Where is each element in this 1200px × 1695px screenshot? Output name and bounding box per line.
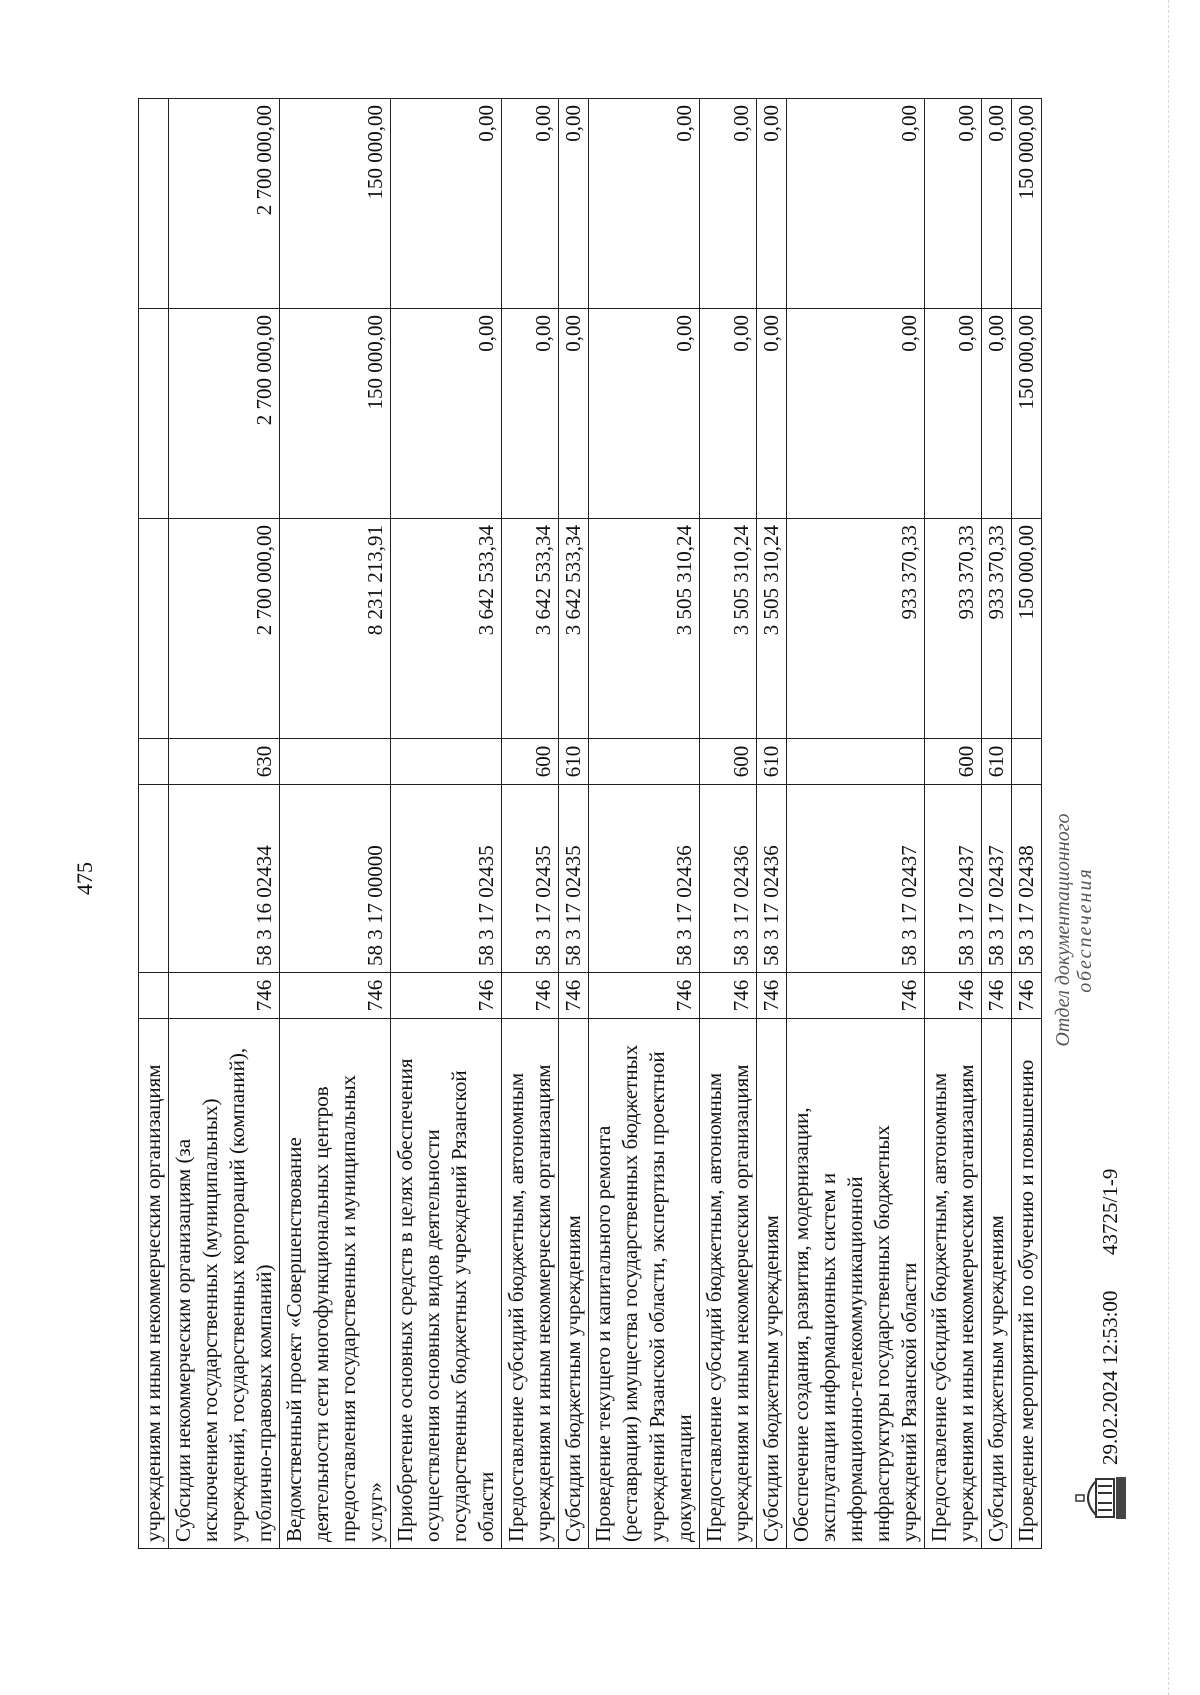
table-row xyxy=(787,99,925,1549)
row-sum-year3: 0,00 xyxy=(787,99,925,309)
row-sum-year2: 0,00 xyxy=(757,309,787,519)
budget-table xyxy=(138,98,1042,1549)
table-row xyxy=(925,99,982,1549)
row-sum-year2: 150 000,00 xyxy=(1012,309,1042,519)
row-sum-year1 xyxy=(139,519,169,739)
row-target-article: 58 3 17 00000 xyxy=(280,785,391,973)
row-sum-year1: 3 642 533,34 xyxy=(391,519,502,739)
row-department-code: 746 xyxy=(1012,973,1042,1019)
row-sum-year3: 0,00 xyxy=(502,99,559,309)
row-description: учреждениям и иным некоммерческим организациям xyxy=(139,1019,169,1549)
row-sum-year1: 3 642 533,34 xyxy=(502,519,559,739)
row-department-code: 746 xyxy=(391,973,502,1019)
table-row xyxy=(1012,99,1042,1549)
budget-table-body xyxy=(139,99,1042,1549)
row-description: Предоставление субсидий бюджетным, автономным учреждениям и иным некоммерческим организациям xyxy=(700,1019,757,1549)
row-sum-year1: 933 370,33 xyxy=(787,519,925,739)
row-sum-year3: 150 000,00 xyxy=(280,99,391,309)
row-department-code: 746 xyxy=(982,973,1012,1019)
row-sum-year1: 3 505 310,24 xyxy=(589,519,700,739)
row-department-code: 746 xyxy=(757,973,787,1019)
row-description: Предоставление субсидий бюджетным, автономным учреждениям и иным некоммерческим организациям xyxy=(502,1019,559,1549)
row-description: Субсидии бюджетным учреждениям xyxy=(982,1019,1012,1549)
row-target-article: 58 3 17 02435 xyxy=(502,785,559,973)
row-target-article: 58 3 17 02437 xyxy=(925,785,982,973)
row-target-article: 58 3 17 02437 xyxy=(787,785,925,973)
row-sum-year3: 150 000,00 xyxy=(1012,99,1042,309)
footer-code: 43725/1-9 xyxy=(1098,1168,1122,1255)
stamp-line-1: Отдел документационного xyxy=(1052,813,1074,1047)
row-sum-year3 xyxy=(139,99,169,309)
row-expense-type: 610 xyxy=(757,739,787,785)
footer-date: 29.02.2024 12:53:00 xyxy=(1098,1290,1122,1465)
row-sum-year2: 0,00 xyxy=(700,309,757,519)
row-sum-year1: 2 700 000,00 xyxy=(169,519,280,739)
row-expense-type xyxy=(1012,739,1042,785)
row-description: Проведение текущего и капитального ремонта (реставрации) имущества государственных бюджетных учреждений Рязанской области, экспертизы проектной документации xyxy=(589,1019,700,1549)
row-expense-type: 600 xyxy=(502,739,559,785)
row-expense-type xyxy=(589,739,700,785)
row-sum-year3: 0,00 xyxy=(982,99,1012,309)
row-sum-year2: 0,00 xyxy=(925,309,982,519)
row-target-article: 58 3 17 02438 xyxy=(1012,785,1042,973)
table-row xyxy=(169,99,280,1549)
row-description: Ведомственный проект «Совершенствование деятельности сети многофункциональных центров предоставления государственных и муниципальных услуг» xyxy=(280,1019,391,1549)
row-department-code: 746 xyxy=(502,973,559,1019)
row-department-code: 746 xyxy=(589,973,700,1019)
table-row xyxy=(559,99,589,1549)
row-sum-year3: 0,00 xyxy=(559,99,589,309)
row-sum-year2: 0,00 xyxy=(391,309,502,519)
row-sum-year1: 933 370,33 xyxy=(925,519,982,739)
table-row xyxy=(982,99,1012,1549)
row-target-article: 58 3 17 02436 xyxy=(757,785,787,973)
row-sum-year2 xyxy=(139,309,169,519)
row-target-article: 58 3 17 02435 xyxy=(391,785,502,973)
stamp-line-2: обеспечения xyxy=(1074,867,1096,993)
row-expense-type: 600 xyxy=(925,739,982,785)
table-row xyxy=(757,99,787,1549)
row-sum-year3: 0,00 xyxy=(391,99,502,309)
row-description: Субсидии некоммерческим организациям (за исключением государственных (муниципальных) учреждений, государственных корпораций (компаний), публично-правовых компаний) xyxy=(169,1019,280,1549)
table-row xyxy=(589,99,700,1549)
row-sum-year3: 0,00 xyxy=(589,99,700,309)
row-sum-year2: 0,00 xyxy=(982,309,1012,519)
row-expense-type: 610 xyxy=(982,739,1012,785)
row-department-code: 746 xyxy=(169,973,280,1019)
row-target-article: 58 3 16 02434 xyxy=(169,785,280,973)
row-department-code: 746 xyxy=(559,973,589,1019)
row-expense-type: 610 xyxy=(559,739,589,785)
row-expense-type xyxy=(139,739,169,785)
row-sum-year1: 933 370,33 xyxy=(982,519,1012,739)
row-sum-year1: 150 000,00 xyxy=(1012,519,1042,739)
row-sum-year1: 8 231 213,91 xyxy=(280,519,391,739)
row-department-code: 746 xyxy=(787,973,925,1019)
row-expense-type xyxy=(787,739,925,785)
row-expense-type: 630 xyxy=(169,739,280,785)
row-description: Обеспечение создания, развития, модернизации, эксплуатации информационных систем и информационно-телекоммуникационной инфраструктуры государственных бюджетных учреждений Рязанской области xyxy=(787,1019,925,1549)
scan-edge-line xyxy=(1168,0,1169,1695)
row-sum-year2: 150 000,00 xyxy=(280,309,391,519)
row-expense-type: 600 xyxy=(700,739,757,785)
table-row xyxy=(700,99,757,1549)
row-department-code xyxy=(139,973,169,1019)
row-department-code: 746 xyxy=(700,973,757,1019)
row-sum-year2: 2 700 000,00 xyxy=(169,309,280,519)
row-sum-year2: 0,00 xyxy=(787,309,925,519)
page-number: 475 xyxy=(72,862,97,895)
row-description: Предоставление субсидий бюджетным, автономным учреждениям и иным некоммерческим организациям xyxy=(925,1019,982,1549)
row-sum-year2: 0,00 xyxy=(502,309,559,519)
row-description: Субсидии бюджетным учреждениям xyxy=(757,1019,787,1549)
department-stamp xyxy=(1052,765,1096,1095)
row-sum-year1: 3 505 310,24 xyxy=(757,519,787,739)
row-expense-type xyxy=(280,739,391,785)
row-description: Приобретение основных средств в целях обеспечения осуществления основных видов деятельности государственных бюджетных учреждений Рязанской области xyxy=(391,1019,502,1549)
table-row xyxy=(391,99,502,1549)
row-sum-year3: 0,00 xyxy=(925,99,982,309)
row-department-code: 746 xyxy=(280,973,391,1019)
row-department-code: 746 xyxy=(925,973,982,1019)
row-sum-year3: 0,00 xyxy=(700,99,757,309)
row-description: Субсидии бюджетным учреждениям xyxy=(559,1019,589,1549)
row-sum-year3: 0,00 xyxy=(757,99,787,309)
row-sum-year2: 0,00 xyxy=(559,309,589,519)
row-target-article: 58 3 17 02436 xyxy=(700,785,757,973)
table-row xyxy=(139,99,169,1549)
row-sum-year2: 0,00 xyxy=(589,309,700,519)
table-row xyxy=(280,99,391,1549)
duma-logo-icon xyxy=(1074,1473,1130,1523)
row-target-article xyxy=(139,785,169,973)
row-target-article: 58 3 17 02436 xyxy=(589,785,700,973)
table-row xyxy=(502,99,559,1549)
row-sum-year3: 2 700 000,00 xyxy=(169,99,280,309)
row-description: Проведение мероприятий по обучению и повышению xyxy=(1012,1019,1042,1549)
row-target-article: 58 3 17 02435 xyxy=(559,785,589,973)
row-target-article: 58 3 17 02437 xyxy=(982,785,1012,973)
row-sum-year1: 3 642 533,34 xyxy=(559,519,589,739)
row-expense-type xyxy=(391,739,502,785)
row-sum-year1: 3 505 310,24 xyxy=(700,519,757,739)
